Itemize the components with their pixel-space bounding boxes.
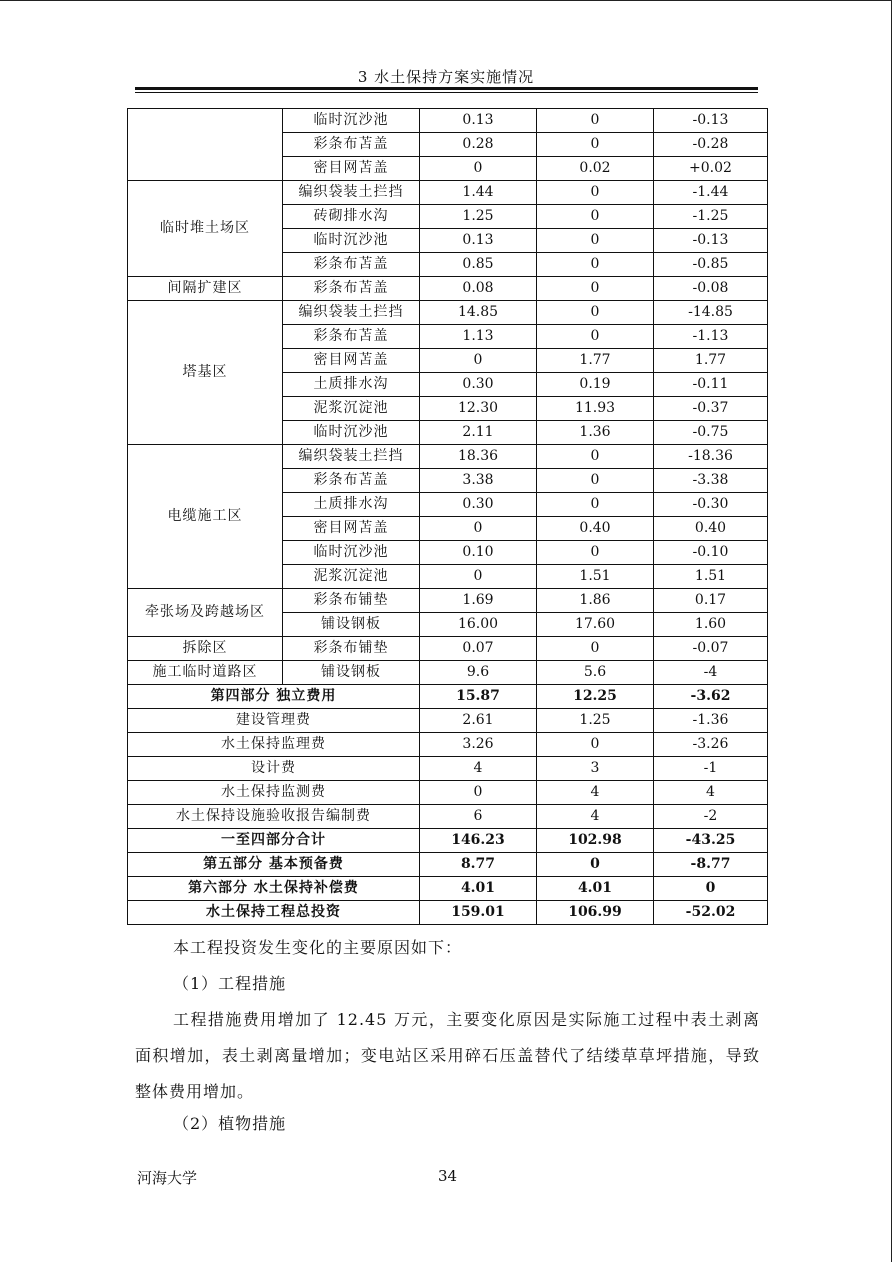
page-number: 34: [438, 1167, 458, 1185]
difference-cell: -0.85: [654, 253, 768, 277]
planned-value-cell: 3.38: [420, 469, 537, 493]
planned-value-cell: 0: [420, 565, 537, 589]
summary-row: [128, 781, 768, 805]
actual-value-cell: 12.25: [537, 685, 654, 709]
planned-value-cell: 4.01: [420, 877, 537, 901]
difference-cell: -1.25: [654, 205, 768, 229]
difference-cell: -0.07: [654, 637, 768, 661]
measure-cell: 密目网苫盖: [283, 349, 420, 373]
summary-row: [128, 805, 768, 829]
measure-cell: 临时沉沙池: [283, 541, 420, 565]
planned-value-cell: 0: [420, 157, 537, 181]
measure-cell: 土质排水沟: [283, 493, 420, 517]
planned-value-cell: 12.30: [420, 397, 537, 421]
measure-cell: 铺设钢板: [283, 661, 420, 685]
measure-cell: 临时沉沙池: [283, 421, 420, 445]
actual-value-cell: 0: [537, 133, 654, 157]
actual-value-cell: 1.77: [537, 349, 654, 373]
measure-cell: 密目网苫盖: [283, 157, 420, 181]
measure-cell: 土质排水沟: [283, 373, 420, 397]
planned-value-cell: 0: [420, 517, 537, 541]
difference-cell: -0.10: [654, 541, 768, 565]
measure-cell: 彩条布苫盖: [283, 133, 420, 157]
actual-value-cell: 0: [537, 253, 654, 277]
difference-cell: -3.62: [654, 685, 768, 709]
measure-cell: 彩条布苫盖: [283, 325, 420, 349]
difference-cell: -0.11: [654, 373, 768, 397]
actual-value-cell: 1.51: [537, 565, 654, 589]
table-row: [128, 277, 768, 301]
planned-value-cell: 0.07: [420, 637, 537, 661]
table-row: [128, 301, 768, 325]
actual-value-cell: 0: [537, 469, 654, 493]
planned-value-cell: 2.11: [420, 421, 537, 445]
measure-cell: 密目网苫盖: [283, 517, 420, 541]
area-cell: [128, 109, 283, 181]
planned-value-cell: 0.30: [420, 373, 537, 397]
summary-label-cell: 水土保持监测费: [128, 781, 420, 805]
difference-cell: -0.30: [654, 493, 768, 517]
actual-value-cell: 0: [537, 733, 654, 757]
section-heading-vegetation: （2）植物措施: [173, 1114, 287, 1133]
summary-row: [128, 709, 768, 733]
table-row: [128, 109, 768, 133]
summary-label-cell: 第四部分 独立费用: [128, 685, 420, 709]
actual-value-cell: 0: [537, 637, 654, 661]
paragraph-intro: 本工程投资发生变化的主要原因如下：: [173, 938, 463, 957]
investment-comparison-table: [127, 108, 768, 925]
planned-value-cell: 146.23: [420, 829, 537, 853]
measure-cell: 彩条布苫盖: [283, 469, 420, 493]
actual-value-cell: 5.6: [537, 661, 654, 685]
planned-value-cell: 0.13: [420, 109, 537, 133]
planned-value-cell: 15.87: [420, 685, 537, 709]
difference-cell: -0.75: [654, 421, 768, 445]
table-row: [128, 589, 768, 613]
table-row: [128, 637, 768, 661]
actual-value-cell: 4.01: [537, 877, 654, 901]
summary-row: [128, 685, 768, 709]
difference-cell: -1.36: [654, 709, 768, 733]
difference-cell: 4: [654, 781, 768, 805]
planned-value-cell: 0.10: [420, 541, 537, 565]
difference-cell: -0.13: [654, 109, 768, 133]
measure-cell: 彩条布苫盖: [283, 253, 420, 277]
difference-cell: 0: [654, 877, 768, 901]
planned-value-cell: 6: [420, 805, 537, 829]
measure-cell: 编织袋装土拦挡: [283, 445, 420, 469]
measure-cell: 铺设钢板: [283, 613, 420, 637]
measure-cell: 泥浆沉淀池: [283, 397, 420, 421]
area-cell: 拆除区: [128, 637, 283, 661]
summary-label-cell: 水土保持设施验收报告编制费: [128, 805, 420, 829]
difference-cell: -4: [654, 661, 768, 685]
section-heading-engineering: （1）工程措施: [173, 974, 287, 993]
actual-value-cell: 1.25: [537, 709, 654, 733]
planned-value-cell: 4: [420, 757, 537, 781]
header-rule-thin: [135, 92, 758, 93]
actual-value-cell: 0.02: [537, 157, 654, 181]
area-cell: 塔基区: [128, 301, 283, 445]
measure-cell: 彩条布苫盖: [283, 277, 420, 301]
planned-value-cell: 2.61: [420, 709, 537, 733]
actual-value-cell: 0: [537, 853, 654, 877]
difference-cell: -0.37: [654, 397, 768, 421]
planned-value-cell: 18.36: [420, 445, 537, 469]
actual-value-cell: 3: [537, 757, 654, 781]
planned-value-cell: 1.44: [420, 181, 537, 205]
actual-value-cell: 106.99: [537, 901, 654, 925]
planned-value-cell: 16.00: [420, 613, 537, 637]
difference-cell: 1.51: [654, 565, 768, 589]
planned-value-cell: 0.28: [420, 133, 537, 157]
actual-value-cell: 4: [537, 805, 654, 829]
page-border-top: [0, 0, 892, 1]
planned-value-cell: 1.13: [420, 325, 537, 349]
actual-value-cell: 0: [537, 205, 654, 229]
planned-value-cell: 0.08: [420, 277, 537, 301]
difference-cell: 1.60: [654, 613, 768, 637]
planned-value-cell: 3.26: [420, 733, 537, 757]
footer-institution: 河海大学: [137, 1169, 198, 1187]
difference-cell: -1: [654, 757, 768, 781]
area-cell: 施工临时道路区: [128, 661, 283, 685]
table-row: [128, 661, 768, 685]
planned-value-cell: 1.69: [420, 589, 537, 613]
measure-cell: 编织袋装土拦挡: [283, 181, 420, 205]
difference-cell: -1.13: [654, 325, 768, 349]
actual-value-cell: 0: [537, 301, 654, 325]
actual-value-cell: 0.40: [537, 517, 654, 541]
measure-cell: 彩条布铺垫: [283, 637, 420, 661]
measure-cell: 彩条布铺垫: [283, 589, 420, 613]
actual-value-cell: 0.19: [537, 373, 654, 397]
summary-label-cell: 水土保持监理费: [128, 733, 420, 757]
summary-row: [128, 853, 768, 877]
actual-value-cell: 11.93: [537, 397, 654, 421]
difference-cell: -3.38: [654, 469, 768, 493]
measure-cell: 临时沉沙池: [283, 229, 420, 253]
summary-label-cell: 第五部分 基本预备费: [128, 853, 420, 877]
actual-value-cell: 0: [537, 181, 654, 205]
actual-value-cell: 0: [537, 493, 654, 517]
planned-value-cell: 8.77: [420, 853, 537, 877]
actual-value-cell: 0: [537, 541, 654, 565]
difference-cell: -43.25: [654, 829, 768, 853]
summary-label-cell: 水土保持工程总投资: [128, 901, 420, 925]
table-body: [128, 109, 768, 925]
planned-value-cell: 1.25: [420, 205, 537, 229]
difference-cell: -2: [654, 805, 768, 829]
measure-cell: 编织袋装土拦挡: [283, 301, 420, 325]
planned-value-cell: 0: [420, 781, 537, 805]
difference-cell: -0.28: [654, 133, 768, 157]
difference-cell: -0.08: [654, 277, 768, 301]
actual-value-cell: 0: [537, 445, 654, 469]
measure-cell: 砖砌排水沟: [283, 205, 420, 229]
actual-value-cell: 17.60: [537, 613, 654, 637]
difference-cell: -1.44: [654, 181, 768, 205]
planned-value-cell: 0.30: [420, 493, 537, 517]
summary-row: [128, 757, 768, 781]
difference-cell: -18.36: [654, 445, 768, 469]
difference-cell: 0.40: [654, 517, 768, 541]
paragraph-engineering: 工程措施费用增加了 12.45 万元，主要变化原因是实际施工过程中表土剥离面积增加，表土剥离量增加；变电站区采用碎石压盖替代了结缕草草坪措施，导致整体费用增加。: [135, 1010, 760, 1101]
area-cell: 临时堆土场区: [128, 181, 283, 277]
planned-value-cell: 0: [420, 349, 537, 373]
header-rule-thick: [135, 87, 758, 90]
actual-value-cell: 0: [537, 229, 654, 253]
planned-value-cell: 0.85: [420, 253, 537, 277]
planned-value-cell: 9.6: [420, 661, 537, 685]
area-cell: 牵张场及跨越场区: [128, 589, 283, 637]
summary-label-cell: 第六部分 水土保持补偿费: [128, 877, 420, 901]
area-cell: 间隔扩建区: [128, 277, 283, 301]
summary-label-cell: 建设管理费: [128, 709, 420, 733]
actual-value-cell: 0: [537, 277, 654, 301]
measure-cell: 泥浆沉淀池: [283, 565, 420, 589]
summary-row: [128, 901, 768, 925]
difference-cell: -3.26: [654, 733, 768, 757]
planned-value-cell: 14.85: [420, 301, 537, 325]
summary-label-cell: 一至四部分合计: [128, 829, 420, 853]
table-row: [128, 181, 768, 205]
planned-value-cell: 0.13: [420, 229, 537, 253]
table-row: [128, 445, 768, 469]
actual-value-cell: 102.98: [537, 829, 654, 853]
difference-cell: -8.77: [654, 853, 768, 877]
difference-cell: -0.13: [654, 229, 768, 253]
measure-cell: 临时沉沙池: [283, 109, 420, 133]
difference-cell: +0.02: [654, 157, 768, 181]
difference-cell: 1.77: [654, 349, 768, 373]
summary-row: [128, 877, 768, 901]
actual-value-cell: 0: [537, 109, 654, 133]
running-header: 3 水土保持方案实施情况: [357, 68, 535, 86]
difference-cell: 0.17: [654, 589, 768, 613]
difference-cell: -14.85: [654, 301, 768, 325]
planned-value-cell: 159.01: [420, 901, 537, 925]
actual-value-cell: 1.36: [537, 421, 654, 445]
summary-row: [128, 733, 768, 757]
difference-cell: -52.02: [654, 901, 768, 925]
summary-row: [128, 829, 768, 853]
actual-value-cell: 1.86: [537, 589, 654, 613]
actual-value-cell: 4: [537, 781, 654, 805]
summary-label-cell: 设计费: [128, 757, 420, 781]
actual-value-cell: 0: [537, 325, 654, 349]
area-cell: 电缆施工区: [128, 445, 283, 589]
